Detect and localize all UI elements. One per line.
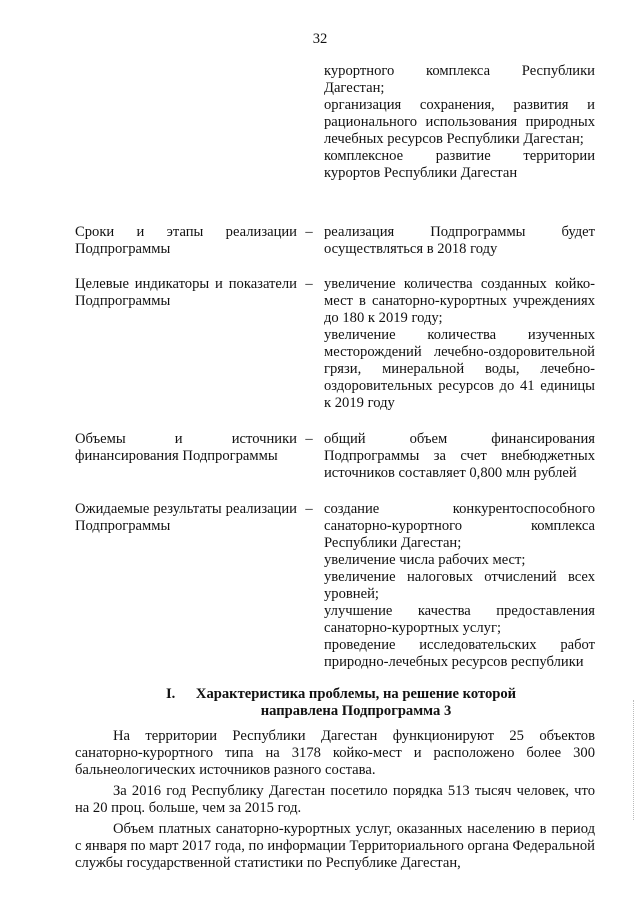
- paragraph: За 2016 год Республику Дагестан посетило порядка 513 тысяч человек, что на 20 проц. больше, чем за 2015 год.: [75, 783, 595, 816]
- row-dash: –: [305, 501, 313, 517]
- value-line: увеличение числа рабочих мест;: [324, 552, 526, 568]
- value-line: общий объем финансирования Подпрограммы за счет внебюджетных источников составляет 0,800 млн рублей: [324, 431, 595, 481]
- section-title-line: Характеристика проблемы, на решение которой: [195, 686, 517, 702]
- paragraph: Объем платных санаторно-курортных услуг, оказанных населению в период с января по март 2017 года, по информации Территориального органа Федеральной службы государственной статистики по Республике Дагестан,: [75, 821, 595, 871]
- row-value: [324, 431, 595, 482]
- continuation-line: организация сохранения, развития и рационального использования природных лечебных ресурсов Республики Дагестан;: [324, 97, 595, 147]
- scan-edge-marks: [633, 700, 637, 820]
- continuation-block: [324, 63, 595, 182]
- paragraph: На территории Республики Дагестан функционируют 25 объектов санаторно-курортного типа на 3178 койко-мест и расположено более 300 бальнеологических источников разного состава.: [75, 728, 595, 778]
- section-number: I.: [166, 686, 176, 702]
- value-line: увеличение налоговых отчислений всех уровней;: [324, 569, 595, 602]
- row-dash: –: [305, 431, 313, 447]
- row-value: [324, 224, 595, 258]
- row-label: Ожидаемые результаты реализации Подпрограммы: [75, 501, 297, 534]
- body-text: [75, 728, 595, 876]
- continuation-line: курортного комплекса Республики Дагестан;: [324, 63, 595, 96]
- value-line: улучшение качества предоставления санаторно-курортных услуг;: [324, 603, 595, 636]
- continuation-line: комплексное развитие территории курортов Республики Дагестан: [324, 148, 595, 181]
- row-dash: –: [305, 224, 313, 240]
- row-dash: –: [305, 276, 313, 292]
- row-label: Сроки и этапы реализации Подпрограммы: [75, 224, 297, 257]
- row-label: Объемы и источники финансирования Подпрограммы: [75, 431, 297, 464]
- value-line: увеличение количества созданных койко-мест в санаторно-курортных учреждениях до 180 к 2019 году;: [324, 276, 595, 326]
- value-line: увеличение количества изученных месторождений лечебно-оздоровительной грязи, минеральной воды, лечебно-оздоровительных ресурсов до 41 единицы к 2019 году: [324, 327, 595, 411]
- row-value: [324, 276, 595, 412]
- row-value: [324, 501, 595, 671]
- value-line: создание конкурентоспособного санаторно-курортного комплекса Республики Дагестан;: [324, 501, 595, 551]
- section-heading: [0, 686, 640, 720]
- row-label: Целевые индикаторы и показатели Подпрограммы: [75, 276, 297, 309]
- section-title-line: направлена Подпрограмма 3: [260, 703, 452, 719]
- value-line: реализация Подпрограммы будет осуществляться в 2018 году: [324, 224, 595, 257]
- value-line: проведение исследовательских работ природно-лечебных ресурсов республики: [324, 637, 595, 670]
- page-number: 32: [312, 31, 328, 47]
